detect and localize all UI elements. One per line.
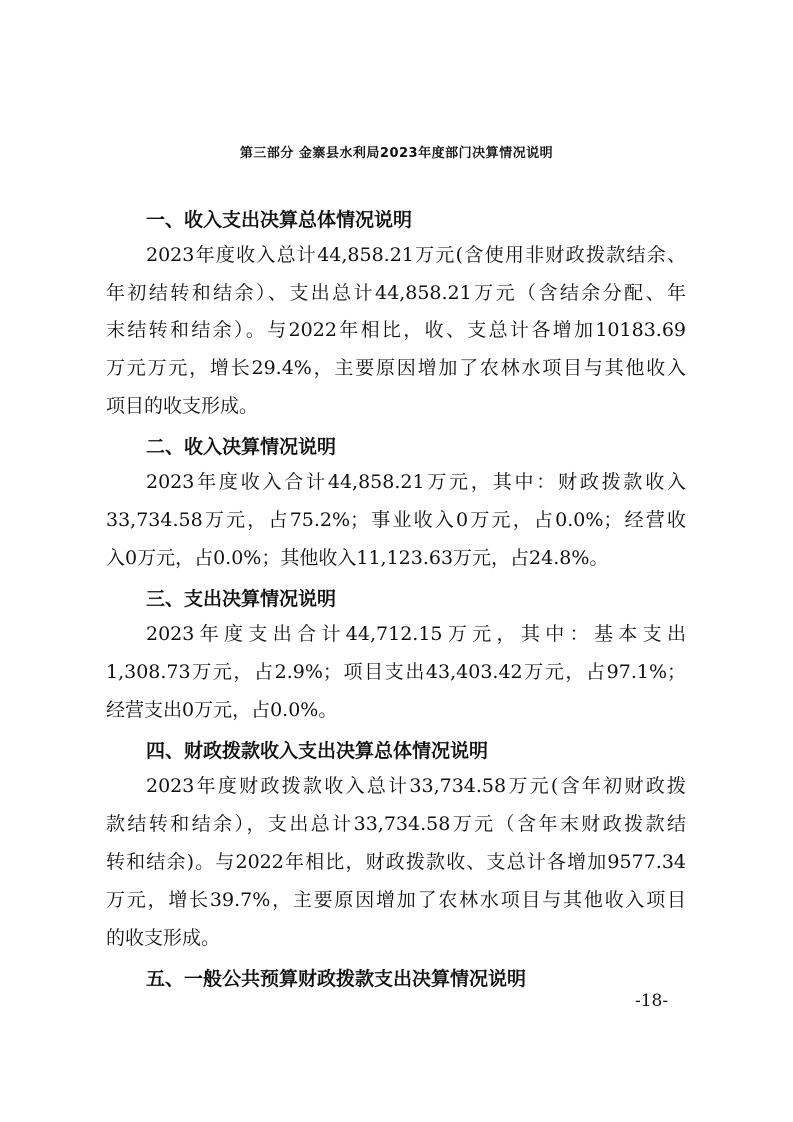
page-number: -18- bbox=[635, 991, 669, 1011]
document-title: 第三部分 金寨县水利局2023年度部门决算情况说明 bbox=[239, 146, 554, 161]
section-heading-general-public-budget: 五、一般公共预算财政拨款支出决算情况说明 bbox=[146, 968, 527, 990]
section-heading-fiscal-allocation: 四、财政拨款收入支出决算总体情况说明 bbox=[146, 740, 489, 762]
paragraph-line: 经营支出0万元，占0.0%。 bbox=[106, 699, 338, 721]
paragraph-line: 项目的收支形成。 bbox=[106, 395, 259, 417]
section-heading-income: 二、收入决算情况说明 bbox=[146, 436, 337, 458]
section-heading-expenditure: 三、支出决算情况说明 bbox=[146, 588, 337, 610]
paragraph-line: 末结转和结余）。与2022年相比，收、支总计各增加10183.69 bbox=[106, 319, 686, 341]
paragraph-line: 万元，增长39.7%，主要原因增加了农林水项目与其他收入项目 bbox=[106, 889, 686, 911]
paragraph-line: 33,734.58万元，占75.2%；事业收入0万元，占0.0%；经营收 bbox=[106, 509, 686, 531]
paragraph-line: 入0万元，占0.0%；其他收入11,123.63万元，占24.8%。 bbox=[106, 547, 609, 569]
paragraph-line: 万元万元，增长29.4%，主要原因增加了农林水项目与其他收入 bbox=[106, 357, 686, 379]
section-heading-income-expenditure-overview: 一、收入支出决算总体情况说明 bbox=[146, 209, 413, 231]
paragraph-line: 年初结转和结余）、支出总计44,858.21万元（含结余分配、年 bbox=[106, 282, 686, 304]
paragraph-line: 转和结余)。与2022年相比，财政拨款收、支总计各增加9577.34 bbox=[106, 851, 686, 873]
paragraph-line: 2023年度支出合计44,712.15万元，其中：基本支出 bbox=[146, 623, 686, 645]
paragraph-line: 款结转和结余），支出总计33,734.58万元（含年末财政拨款结 bbox=[106, 813, 686, 835]
paragraph-line: 2023年度收入总计44,858.21万元(含使用非财政拨款结余、 bbox=[146, 244, 686, 266]
paragraph-line: 的收支形成。 bbox=[106, 927, 221, 949]
paragraph-line: 1,308.73万元，占2.9%；项目支出43,403.42万元，占97.1%； bbox=[106, 661, 686, 683]
paragraph-line: 2023年度收入合计44,858.21万元，其中：财政拨款收入 bbox=[146, 471, 686, 493]
paragraph-line: 2023年度财政拨款收入总计33,734.58万元(含年初财政拨 bbox=[146, 775, 686, 797]
